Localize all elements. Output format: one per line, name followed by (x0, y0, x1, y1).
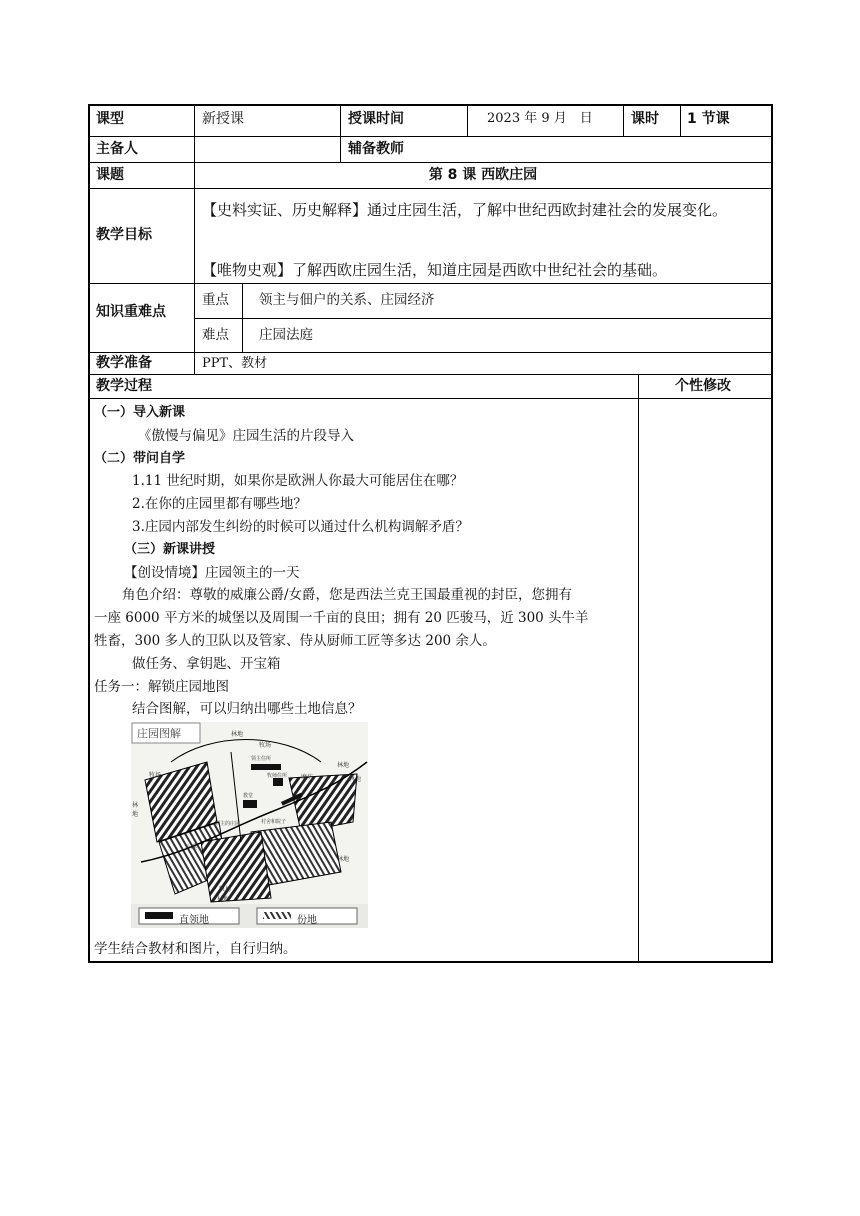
period-label: 课时 (631, 111, 659, 127)
col-divider (194, 104, 195, 374)
manor-diagram (131, 722, 368, 928)
lesson-time-label: 授课时间 (348, 111, 404, 127)
row-divider (88, 374, 772, 375)
lesson-time-value: 2023 年 9 月 日 (487, 111, 593, 126)
modify-label: 个性修改 (675, 378, 731, 394)
prep-label: 教学准备 (96, 355, 152, 371)
closing-line: 学生结合教材和图片，自行归纳。 (94, 941, 297, 957)
legend-share-land: 份地 (297, 915, 317, 926)
map-label: 教堂 (243, 793, 254, 799)
map-label: 领主的庄园 (215, 821, 241, 827)
question-2: 2.在你的庄园里都有哪些地？ (132, 496, 307, 513)
goals-label: 教学目标 (96, 227, 152, 243)
section-selfstudy-heading: （二）带问自学 (94, 450, 186, 466)
prep-value: PPT、教材 (202, 356, 268, 371)
col-divider (638, 374, 639, 962)
map-label: 领主住所 (251, 756, 272, 762)
col-divider (242, 283, 243, 352)
table-bottom-border (88, 961, 773, 963)
period-value: 1 节课 (687, 111, 730, 127)
lesson-type-label: 课型 (96, 111, 124, 127)
topic-label: 课题 (96, 167, 124, 183)
table-right-border (771, 104, 773, 962)
row-divider (88, 188, 772, 189)
difficulty-value: 庄园法庭 (259, 327, 313, 343)
process-line: 【创设情境】庄园领主的一天 (124, 564, 300, 581)
row-divider (88, 136, 772, 137)
row-divider (194, 318, 772, 319)
map-label: 磨坊 (301, 774, 314, 781)
map-label: 小溪 (185, 844, 198, 851)
map-label: 牧场 (259, 742, 272, 749)
process-line: 做任务、拿钥匙、开宝箱 (132, 655, 281, 672)
process-line: 牲畜，300 多人的卫队以及管家、侍从厨师工匠等多达 200 余人。 (94, 632, 496, 649)
col-divider (340, 104, 341, 162)
process-label: 教学过程 (96, 378, 152, 394)
table-top-border (88, 104, 772, 106)
map-label: 林地 (231, 731, 244, 738)
task-1: 任务一：解锁庄园地图 (94, 678, 229, 695)
map-label: 林地 (349, 776, 362, 783)
col-divider (467, 104, 468, 136)
section-lecture-heading: （三）新课讲授 (124, 541, 216, 557)
goal-line-1: 【史料实证、历史解释】通过庄园生活，了解中世纪西欧封建社会的发展变化。 (202, 201, 728, 219)
difficulty-label: 难点 (202, 327, 229, 343)
table-left-border (88, 104, 90, 962)
row-divider (88, 162, 772, 163)
process-line: 一座 6000 平方米的城堡以及周围一千亩的良田；拥有 20 匹骏马，近 300 头牛羊 (94, 610, 589, 627)
manor-diagram-graphic (131, 722, 368, 928)
process-line: 角色介绍：尊敬的威廉公爵/女爵，您是西法兰克王国最重视的封臣，您拥有 (122, 587, 573, 604)
topic-title: 第 8 课 西欧庄园 (428, 167, 538, 183)
map-label: 牧师住所 (267, 773, 288, 779)
col-divider (623, 104, 624, 136)
focus-label: 重点 (202, 292, 229, 308)
map-label: 林地 (132, 802, 139, 818)
figure-title: 庄园图解 (137, 727, 181, 740)
process-line: 结合图解，可以归纳出哪些土地信息？ (132, 701, 362, 718)
row-divider (88, 398, 772, 399)
map-label: 林地 (337, 856, 350, 863)
map-label: 村舍和院子 (261, 819, 287, 825)
key-points-label: 知识重难点 (96, 304, 166, 320)
focus-value: 领主与佃户的关系、庄园经济 (259, 292, 435, 308)
question-1: 1.11 世纪时期，如果你是欧洲人你最大可能居住在哪？ (132, 473, 464, 490)
process-body (94, 402, 634, 721)
map-label: 林地 (217, 896, 230, 903)
question-3: 3.庄园内部发生纠纷的时候可以通过什么机构调解矛盾？ (132, 518, 469, 535)
map-label: 林地 (337, 762, 350, 769)
main-preparer-label: 主备人 (96, 141, 138, 157)
legend-direct-land: 直领地 (179, 915, 209, 926)
goal-line-2: 【唯物史观】了解西欧庄园生活，知道庄园是西欧中世纪社会的基础。 (202, 261, 668, 279)
process-line: 《傲慢与偏见》庄园生活的片段导入 (138, 427, 354, 444)
section-intro-heading: （一）导入新课 (94, 405, 186, 420)
row-divider (88, 352, 772, 353)
col-divider (680, 104, 681, 136)
map-label: 牧场 (149, 772, 162, 779)
map-label: 牧场 (219, 886, 232, 893)
assist-teacher-label: 辅备教师 (348, 141, 404, 157)
lesson-type-value: 新授课 (202, 111, 244, 127)
